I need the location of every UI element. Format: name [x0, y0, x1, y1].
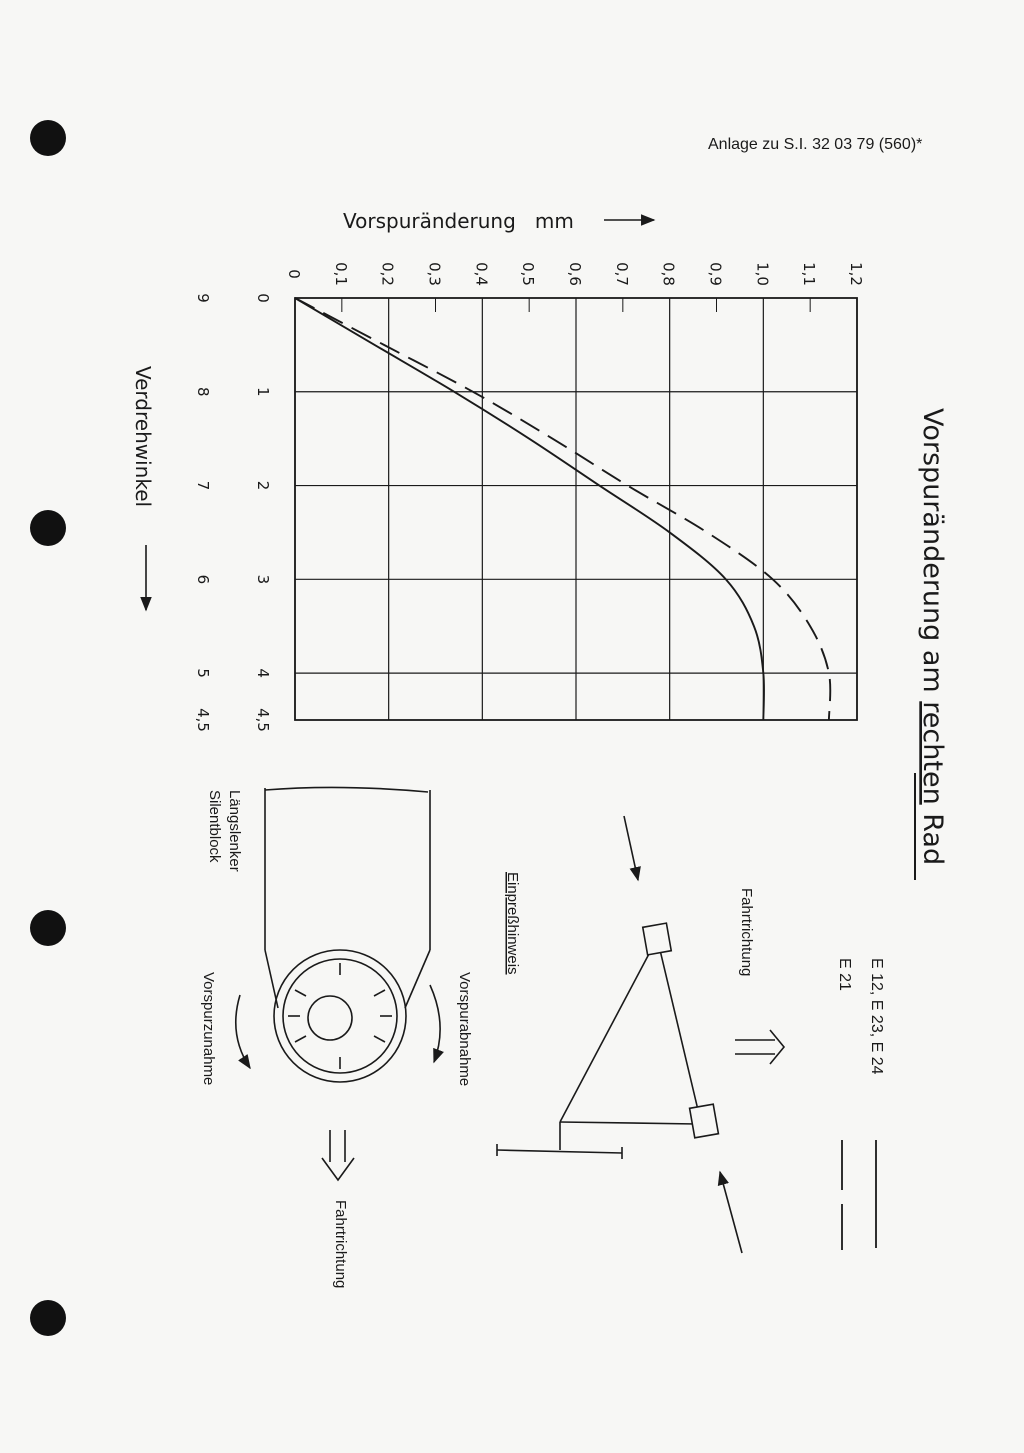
einpresshinweis-label: Einpreßhinweis [504, 872, 521, 975]
series-line-1 [295, 298, 830, 720]
series-line-0 [295, 298, 764, 720]
bushing-lower [690, 1104, 719, 1138]
legend-dashed-models: E 21 [836, 958, 853, 991]
x-tick-label-1: 1 [254, 387, 272, 397]
wishbone-diagram [497, 816, 784, 1253]
bushing-rings [274, 950, 406, 1082]
page-title: Vorspuränderung am rechten Rad [917, 408, 948, 866]
vorspurzunahme-label: Vorspurzunahme [200, 972, 217, 1086]
y-tick-label-7: 0,7 [612, 262, 631, 286]
y-tick-label-10: 1,0 [753, 262, 772, 286]
direction-double-arrow-top [735, 1030, 784, 1064]
y-tick-label-6: 0,6 [566, 262, 584, 286]
y-axis-label: Vorspuränderung mm [343, 209, 574, 233]
x-tick-secondary-label-5: 4,5 [194, 708, 212, 732]
chart [194, 262, 865, 732]
x-tick-label-4: 4 [254, 668, 272, 678]
x-tick-label-3: 3 [254, 574, 272, 585]
y-tick-label-1: 0,1 [331, 262, 350, 286]
x-tick-secondary-label-0: 9 [194, 293, 212, 303]
y-tick-label-9: 0,9 [706, 262, 725, 286]
vorspurabnahme-label: Vorspurabnahme [456, 972, 473, 1087]
x-tick-secondary-label-3: 6 [194, 574, 212, 585]
silentblock-diagram [200, 787, 521, 1288]
bushing-upper [643, 923, 671, 955]
x-tick-secondary-label-4: 5 [194, 668, 212, 678]
direction-double-arrow-bottom [322, 1130, 354, 1180]
document-reference: Anlage zu S.I. 32 03 79 (560)* [708, 136, 923, 153]
force-arrow-lower [720, 1172, 742, 1253]
y-tick-label-12: 1,2 [847, 262, 865, 286]
x-tick-label-5: 4,5 [254, 708, 272, 732]
lever-arm [265, 787, 430, 1008]
y-tick-label-8: 0,8 [659, 262, 678, 286]
x-tick-secondary-label-1: 8 [194, 387, 212, 397]
y-tick-label-4: 0,4 [472, 262, 491, 286]
vorspurabnahme-arrow [430, 985, 440, 1062]
y-tick-label-2: 0,2 [378, 262, 397, 286]
x-tick-label-2: 2 [254, 480, 272, 491]
x-axis-label: Verdrehwinkel [131, 366, 155, 508]
vorspurzunahme-arrow [236, 995, 250, 1068]
x-tick-label-0: 0 [254, 293, 272, 303]
fahrtrichtung-top-label: Fahrtrichtung [738, 888, 755, 977]
fahrtrichtung-bottom-label: Fahrtrichtung [332, 1200, 349, 1289]
y-tick-label-5: 0,5 [519, 262, 538, 286]
triangle-arm [497, 950, 698, 1159]
force-arrow-upper [624, 816, 638, 880]
y-tick-label-11: 1,1 [800, 262, 819, 286]
y-tick-label-3: 0,3 [425, 262, 444, 286]
silentblock-label: Silentblock [206, 790, 223, 863]
y-tick-label-0: 0 [285, 269, 303, 279]
laengslenker-label: Längslenker [226, 790, 243, 872]
x-tick-secondary-label-2: 7 [194, 480, 212, 491]
legend-solid-models: E 12, E 23, E 24 [868, 958, 885, 1075]
